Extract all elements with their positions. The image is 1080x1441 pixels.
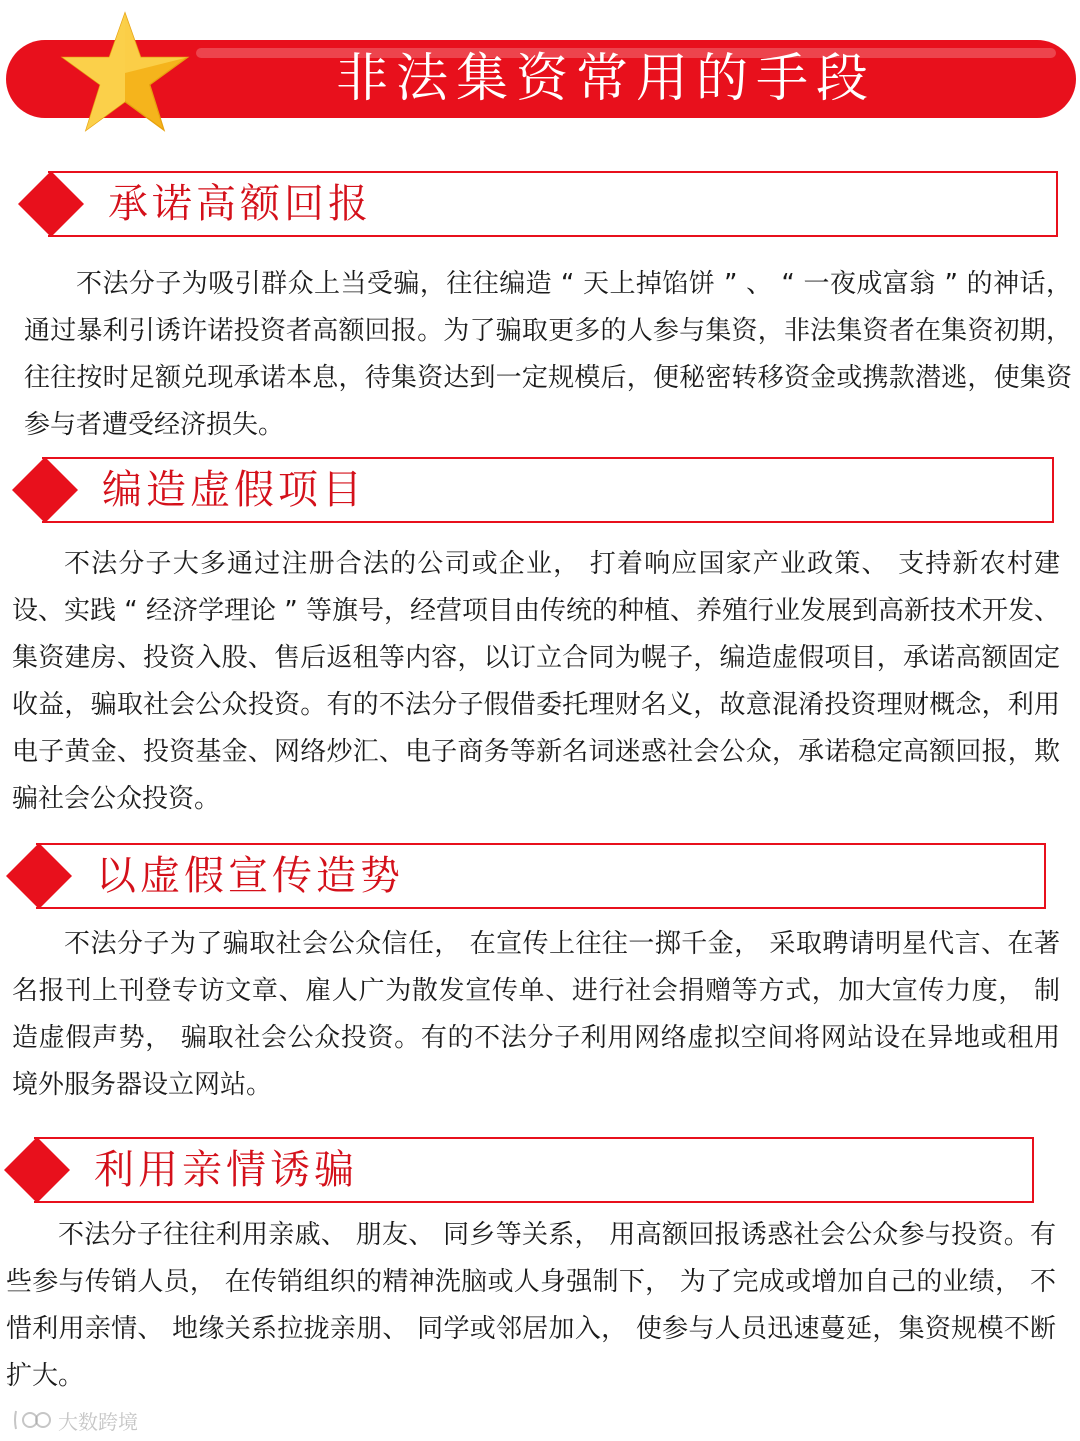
diamond-icon xyxy=(4,1137,70,1203)
watermark xyxy=(12,1405,138,1435)
diamond-icon xyxy=(6,843,72,909)
brand-logo-icon xyxy=(12,1407,52,1433)
watermark-text: 大数跨境 xyxy=(58,1409,138,1434)
section-body: 不法分子大多通过注册合法的公司或企业， 打着响应国家产业政策、 支持新农村建设、实践 “ 经济学理论 ” 等旗号，经营项目由传统的种植、养殖行业发展到高新技术开发、集资建房、投资入股、售后返租等内容，以订立合同为幌子，编造虚假项目，承诺高额固定收益，骗取社会公众投资。有的不法分子假借委托理财名义，故意混淆投资理财概念，利用电子黄金、投资基金、网络炒汇、电子商务等新名词迷惑社会公众，承诺稳定高额回报，欺骗社会公众投资。 xyxy=(12,549,1060,814)
section-header-kinship xyxy=(4,1137,1034,1203)
section-title: 以虚假宣传造势 xyxy=(96,853,404,899)
page-title: 非法集资常用的手段 xyxy=(335,49,876,109)
section-header-fake-project xyxy=(12,457,1054,523)
section-title: 编造虚假项目 xyxy=(102,467,366,513)
section-header-high-return xyxy=(18,171,1058,237)
section-header-fake-promotion xyxy=(6,843,1046,909)
star-icon xyxy=(60,8,190,138)
diamond-icon xyxy=(18,171,84,237)
section-body: 不法分子为了骗取社会公众信任， 在宣传上往往一掷千金， 采取聘请明星代言、在著名报刊上刊登专访文章、雇人广为散发宣传单、进行社会捐赠等方式，加大宣传力度， 制造虚假声势， 骗取社会公众投资。有的不法分子利用网络虚拟空间将网站设在异地或租用境外服务器设立网站。 xyxy=(12,929,1060,1100)
section-title: 利用亲情诱骗 xyxy=(94,1147,358,1193)
section-title: 承诺高额回报 xyxy=(108,181,372,227)
diamond-icon xyxy=(12,457,78,523)
section-body: 不法分子为吸引群众上当受骗，往往编造 “ 天上掉馅饼 ” 、 “ 一夜成富翁 ” 的神话，通过暴利引诱许诺投资者高额回报。为了骗取更多的人参与集资，非法集资者在集资初期，往往按时足额兑现承诺本息，待集资达到一定规模后，便秘密转移资金或携款潜逃，使集资参与者遭受经济损失。 xyxy=(24,269,1072,440)
section-body: 不法分子往往利用亲戚、 朋友、 同乡等关系， 用高额回报诱惑社会公众参与投资。有些参与传销人员， 在传销组织的精神洗脑或人身强制下， 为了完成或增加自己的业绩， 不惜利用亲情、 地缘关系拉拢亲朋、 同学或邻居加入， 使参与人员迅速蔓延，集资规模不断扩大。 xyxy=(6,1220,1056,1391)
